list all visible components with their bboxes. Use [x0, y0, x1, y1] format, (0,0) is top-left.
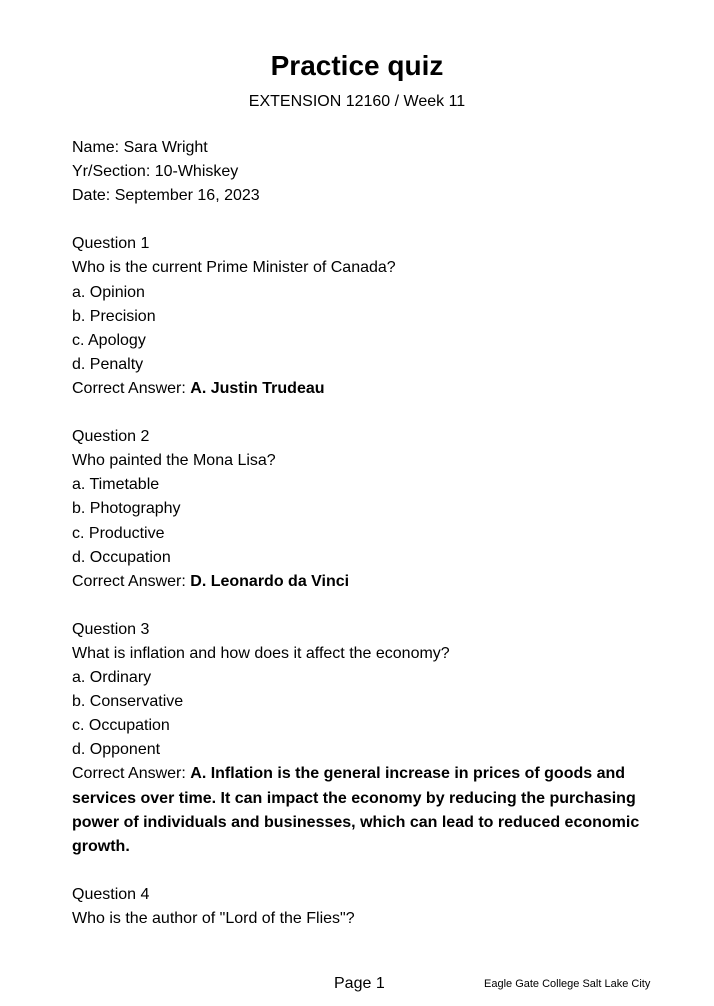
question-text: Who is the current Prime Minister of Canada?: [72, 259, 396, 277]
question-text: What is inflation and how does it affect the economy?: [72, 644, 450, 662]
page-number: Page 1: [334, 975, 385, 992]
option-a: a. Ordinary: [72, 669, 152, 687]
correct-answer: [72, 377, 642, 401]
spacer: [72, 401, 642, 425]
spacer: [72, 859, 642, 883]
question-label: Question 3: [72, 620, 150, 638]
option-c: c. Productive: [72, 524, 165, 542]
quiz-content: [72, 136, 642, 931]
option-d: d. Occupation: [72, 548, 171, 566]
question-label: Question 2: [72, 428, 150, 446]
question-block-1: [72, 232, 642, 401]
question-label: Question 1: [72, 235, 150, 253]
page-subtitle: EXTENSION 12160 / Week 11: [248, 93, 466, 110]
question-block-4: [72, 883, 642, 931]
option-d: d. Opponent: [72, 741, 161, 759]
spacer: [72, 594, 642, 618]
option-a: a. Timetable: [72, 476, 160, 494]
answer-value: A. Justin Trudeau: [190, 379, 325, 397]
correct-answer: [72, 762, 642, 858]
correct-answer: [72, 570, 642, 594]
answer-value: A. Inflation is the general increase in prices of goods and services over time. It can impact the economy by reducing the purchasing power of individuals and businesses, which can lead to reduced economic growth.: [72, 765, 640, 855]
answer-value: D. Leonardo da Vinci: [190, 572, 350, 590]
question-text: Who painted the Mona Lisa?: [72, 452, 276, 470]
option-b: b. Photography: [72, 500, 181, 518]
student-name: Name: Sara Wright: [72, 139, 208, 156]
page-title: Practice quiz: [270, 50, 444, 81]
student-section: Yr/Section: 10-Whiskey: [72, 163, 239, 181]
question-block-3: [72, 618, 642, 859]
option-c: c. Apology: [72, 331, 146, 349]
option-b: b. Conservative: [72, 693, 184, 711]
option-b: b. Precision: [72, 307, 156, 325]
spacer: [72, 208, 642, 232]
quiz-date: Date: September 16, 2023: [72, 187, 260, 205]
question-block-2: [72, 425, 642, 594]
option-c: c. Occupation: [72, 717, 170, 735]
answer-prefix: Correct Answer:: [72, 572, 191, 590]
option-a: a. Opinion: [72, 283, 145, 301]
option-d: d. Penalty: [72, 355, 144, 373]
answer-prefix: Correct Answer:: [72, 765, 191, 783]
school-name: Eagle Gate College Salt Lake City: [484, 978, 651, 990]
question-text: Who is the author of "Lord of the Flies"?: [72, 910, 355, 927]
question-label: Question 4: [72, 885, 150, 903]
answer-prefix: Correct Answer:: [72, 379, 191, 397]
